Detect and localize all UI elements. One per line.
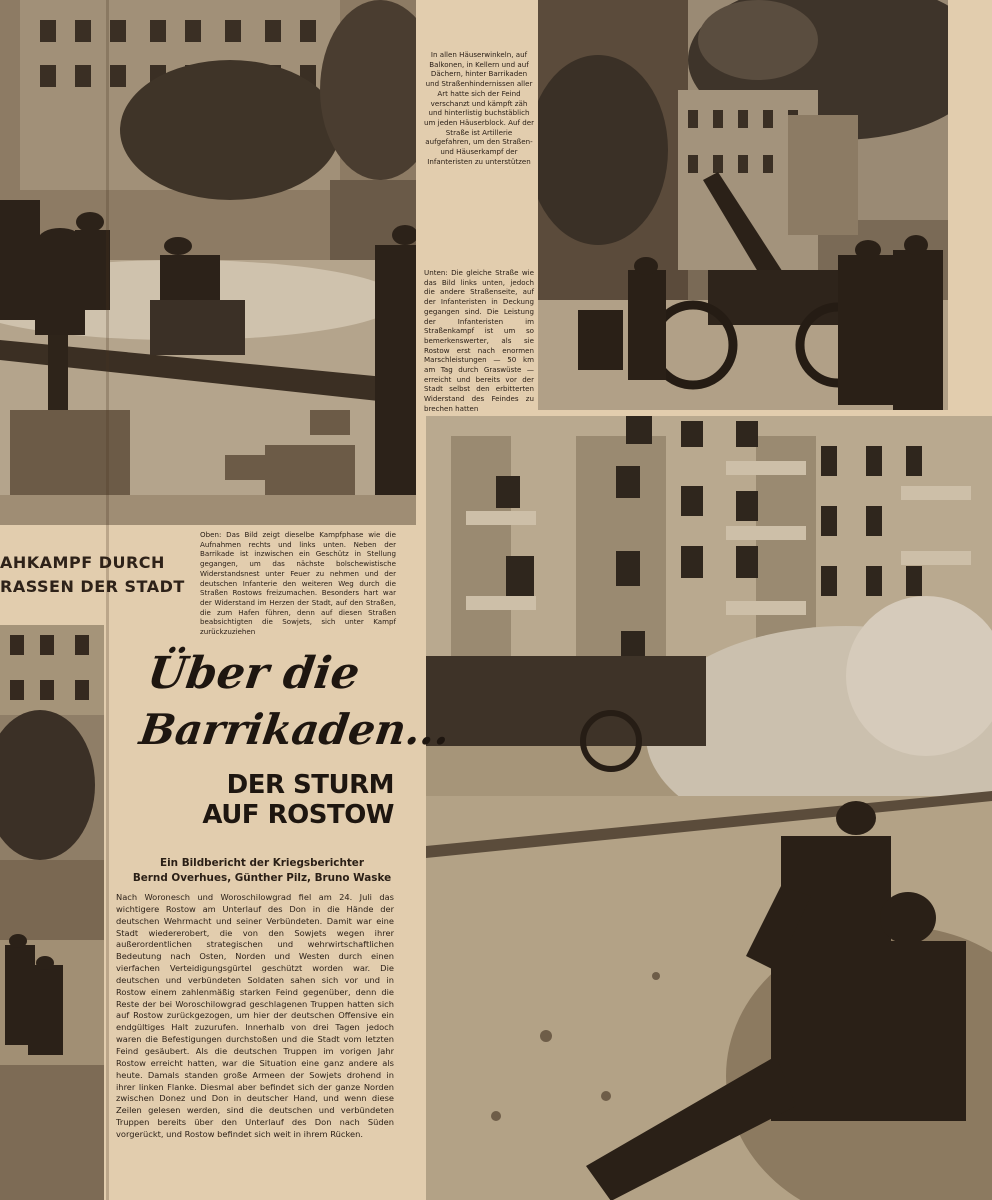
headline-line-1: DER STURM: [226, 770, 394, 800]
title-script-line-1: Über die: [144, 648, 363, 699]
headline-line-2: AUF ROSTOW: [202, 800, 394, 830]
caption-oben-text: Oben: Das Bild zeigt dieselbe Kampfphase wie die Aufnahmen rechts und links unten. Neben der Barrikade ist inzwischen ein Geschütz in Stellung gegangen, um das nächste bolschewistische Widerstandsnest unter Feuer zu nehmen und der deutschen Infanterie den weiteren Weg durch die Straßen Rostows freizumachen. Besonders hart war der Widerstand im Herzen der Stadt, auf den Straßen, die zum Hafen führen, denn auf diesen Straßen beabsichtigten die Sowjets, sich unter Kampf zurückzuziehen: [200, 530, 396, 637]
caption-unten-text: Unten: Die gleiche Straße wie das Bild links unten, jedoch die andere Straßenseite, auf der Infanteristen in Deckung gegangen sind. Die Leistung der Infanteristen im Straßenkampf ist um so bemerkenswerter, als sie Rostow erst nach enormen Marschleistungen — 50 km am Tag durch Graswüste — erreicht und bereits vor der Stadt selbst den erbitterten Widerstand des Feindes zu brechen hatten: [424, 268, 534, 413]
photo-artillery-gun: [538, 0, 948, 410]
banner-line-2: RASSEN DER STADT: [0, 577, 185, 596]
banner-line-1: AHKAMPF DURCH: [0, 553, 165, 572]
caption-top-right: [424, 50, 534, 166]
caption-top-right-text: In allen Häuserwinkeln, auf Balkonen, in Kellern und auf Dächern, hinter Barrikaden und Straßenhindernissen aller Art hatte sich der Feind verschanzt und kämpft zäh und hinterlistig buchstäblich um jeden Häuserblock. Auf der Straße ist Artillerie aufgefahren, um den Straßen- und Häuserkampf der Infanteristen zu unterstützen: [424, 50, 534, 166]
byline-line-2: Bernd Overhues, Günther Pilz, Bruno Waske: [132, 872, 392, 884]
page-fold-line: [106, 0, 109, 1200]
caption-oben: [200, 530, 396, 637]
byline: [112, 856, 412, 886]
title-script-line-2: Barrikaden...: [136, 705, 454, 754]
photo-street-battle: [426, 416, 992, 1200]
photo-left-strip: [0, 625, 104, 1200]
headline: [180, 770, 394, 830]
caption-unten: [424, 268, 534, 414]
photo-barricade-street: [0, 0, 416, 525]
byline-line-1: Ein Bildbericht der Kriegsberichter: [160, 857, 364, 869]
article-body: Nach Woronesch und Woroschilowgrad fiel am 24. Juli das wichtigere Rostow am Unterlauf des Don in die Hände der deutschen Wehrmacht und seiner Verbündeten. Damit war eine Stadt wiedererobert, die von den Sowjets wegen ihrer außerordentlichen strategischen und wehrwirtschaftlichen Bedeutung nach Osten, Norden und Westen durch einen vierfachen Verteidigungsgürtel geschützt worden war. Die deutschen und verbündeten Soldaten sahen sich vor und in Rostow einem zahlenmäßig starken Feind gegenüber, denn die Reste der bei Woroschilowgrad geschlagenen Truppen hatten sich auf Rostow zurückgezogen, um hier der deutschen Offensive ein endgültiges Halt zuzurufen. Innerhalb von drei Tagen jedoch waren die Befestigungen durchstoßen und die Stadt vom letzten Feind gesäubert. Als die deutschen Truppen im vorigen Jahr Rostow erreicht hatten, war die Situation eine ganz andere als heute. Damals standen große Armeen der Sowjets drohend in ihrer linken Flanke. Diesmal aber befindet sich der ganze Norden zwischen Donez und Don in deutscher Hand, und wenn diese Zeilen gelesen werden, sind die deutschen und verbündeten Truppen bereits über den Unterlauf des Don nach Süden vorgerückt, und Rostow befindet sich weit in ihrem Rücken.: [116, 892, 394, 1139]
